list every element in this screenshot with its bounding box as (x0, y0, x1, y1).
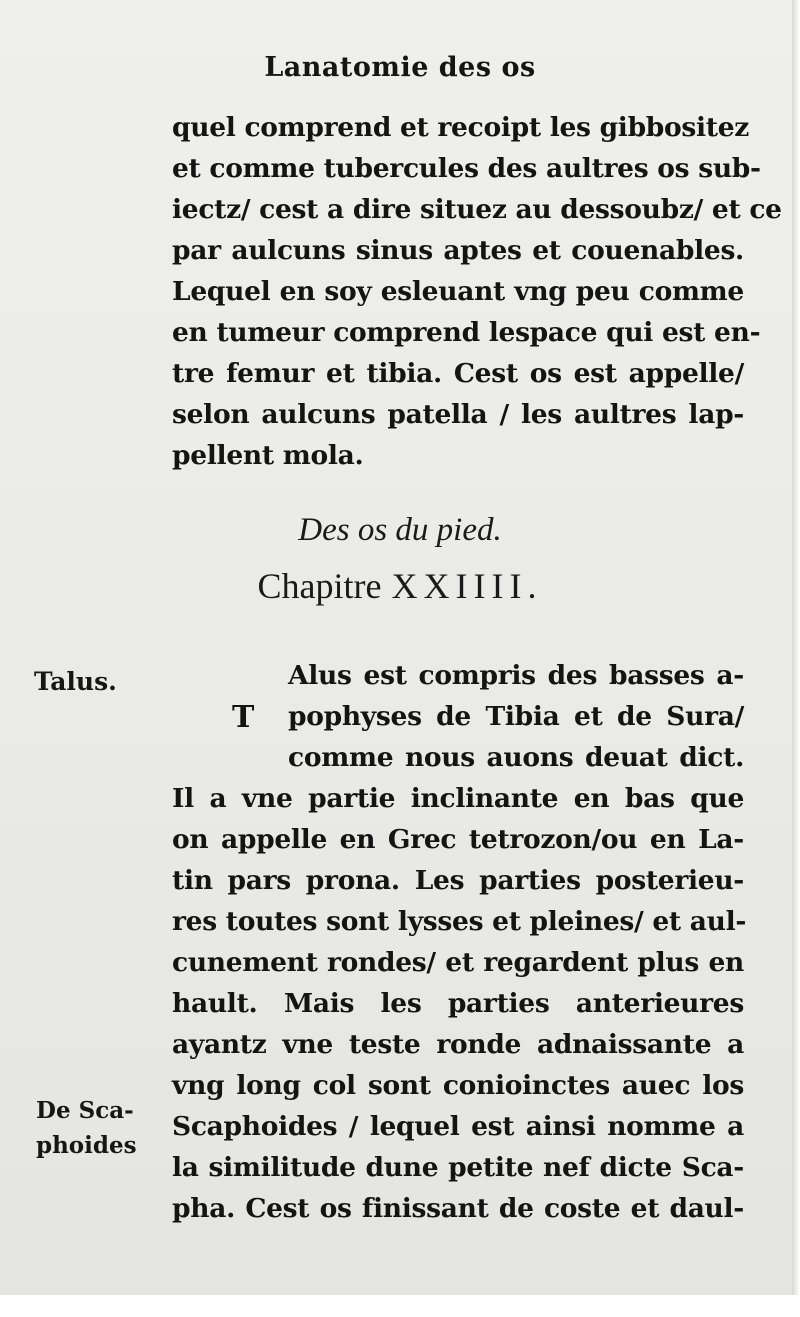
text-line: quel comprend et recoipt les gibbositez (172, 112, 750, 143)
text-line: tin pars prona. Les parties posterieu- (172, 865, 744, 896)
show-through-left (20, 250, 180, 1150)
drop-initial: T (232, 700, 255, 735)
chapter-label: Chapitre (257, 566, 382, 606)
text-line: ayantz vne teste ronde adnaissante a (172, 1029, 744, 1060)
text-line: on appelle en Grec tetrozon/ou en La- (172, 824, 744, 855)
text-line: iectz/ cest a dire situez au dessoubz/ et ce (172, 194, 782, 225)
margin-note-scaphoides-1: De Sca- (36, 1097, 134, 1124)
text-line: pophyses de Tibia et de Sura/ (288, 701, 744, 732)
section-title: Des os du pied. (298, 512, 502, 548)
running-head: Lanatomie des os (264, 52, 536, 83)
text-line: Il a vne partie inclinante en bas que (172, 783, 744, 814)
text-line: en tumeur comprend lespace qui est en- (172, 317, 761, 348)
text-line: pellent mola. (172, 440, 364, 471)
text-line: cunement rondes/ et regardent plus en (172, 947, 744, 978)
text-line: Alus est compris des basses a- (288, 660, 744, 691)
text-line: Scaphoides / lequel est ainsi nomme a (172, 1111, 744, 1142)
text-line: res toutes sont lysses et pleines/ et aul- (172, 906, 747, 937)
text-line: selon aulcuns patella / les aultres lap- (172, 399, 744, 430)
text-line: pha. Cest os finissant de coste et daul- (172, 1193, 744, 1224)
text-line: par aulcuns sinus aptes et couenables. (172, 235, 744, 266)
chapter-heading (0, 565, 800, 607)
text-line: la similitude dune petite nef dicte Sca- (172, 1152, 744, 1183)
text-line: hault. Mais les parties anterieures (172, 988, 744, 1019)
page-bottom-edge (0, 1295, 800, 1317)
text-line: vng long col sont conioinctes auec los (172, 1070, 744, 1101)
margin-note-talus: Talus. (34, 667, 117, 696)
page-right-edge (792, 0, 800, 1317)
text-line: et comme tubercules des aultres os sub- (172, 153, 761, 184)
margin-note-scaphoides-2: phoides (36, 1132, 137, 1159)
chapter-number: XXIIII. (391, 566, 543, 606)
text-line: Lequel en soy esleuant vng peu comme (172, 276, 744, 307)
text-line: tre femur et tibia. Cest os est appelle/ (172, 358, 744, 389)
text-line: comme nous auons deuat dict. (288, 742, 744, 773)
